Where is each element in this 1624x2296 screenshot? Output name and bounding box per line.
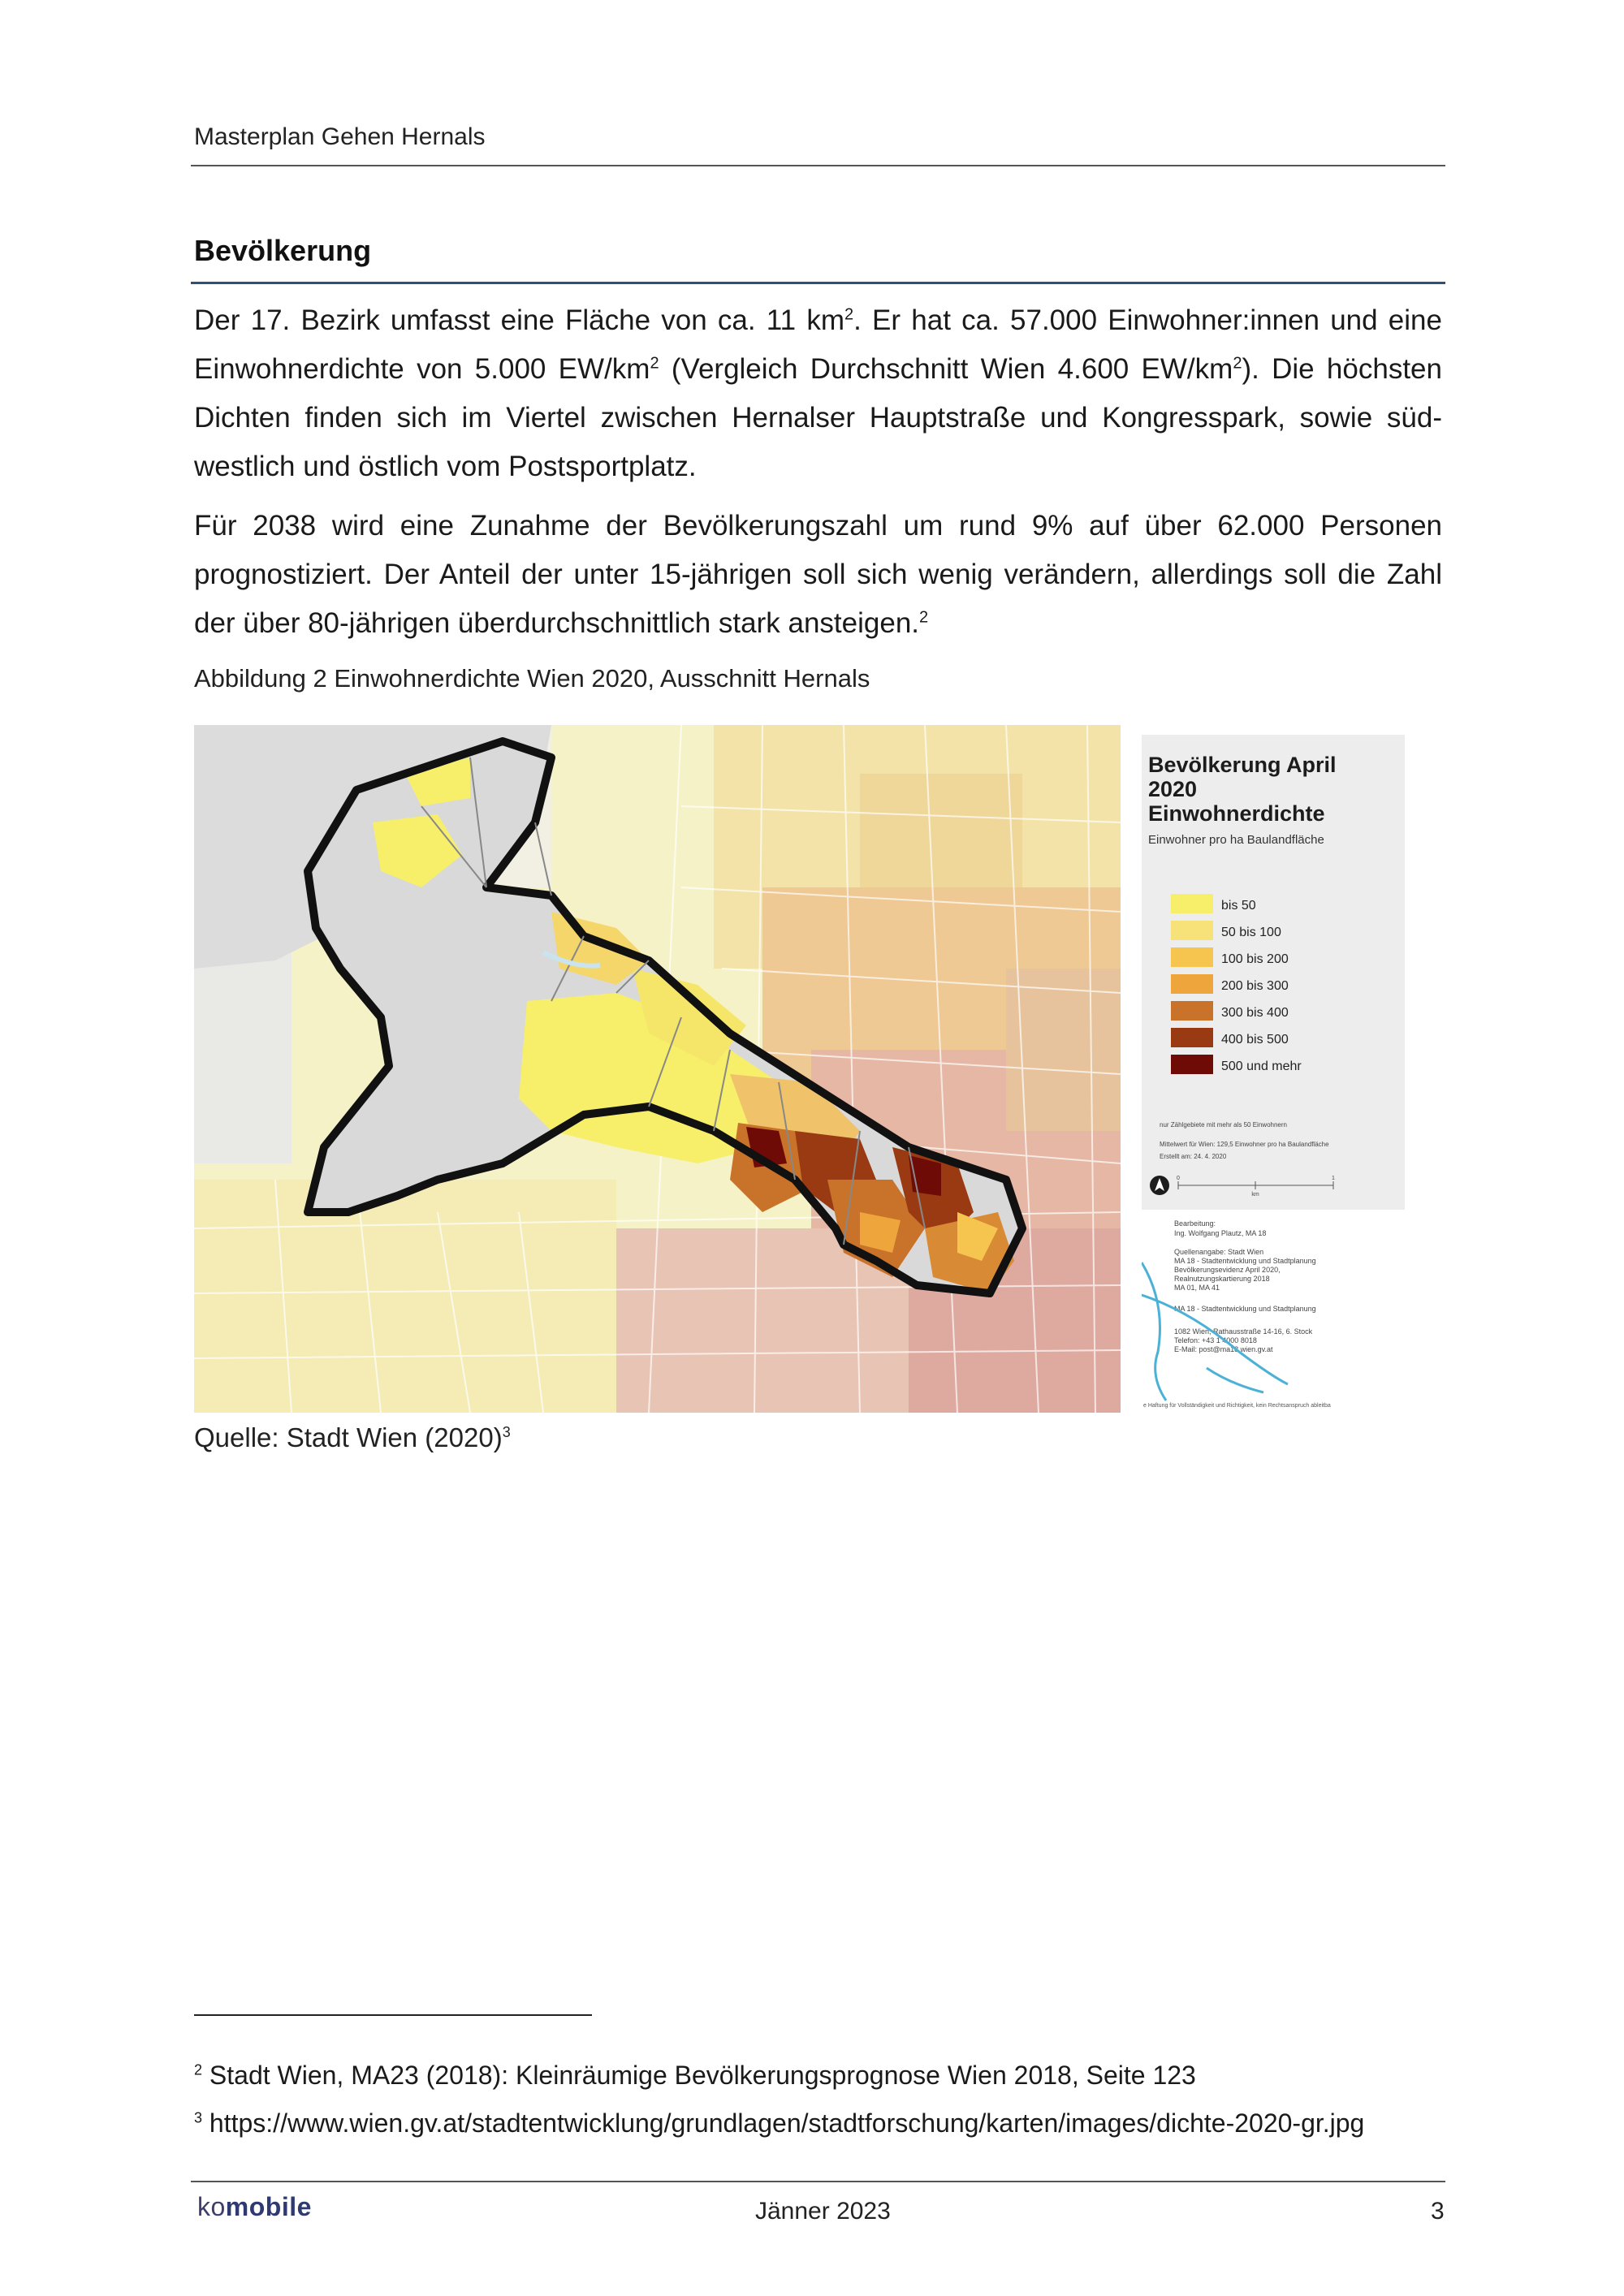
paragraph-text: ). Die höchsten Dichten finden sich im Viertel zwischen Hernalser Hauptstraße und Kongresspark, sowie süd-westlich und östlich vom Postsportplatz. bbox=[194, 353, 1442, 482]
legend-swatch-6 bbox=[1171, 1055, 1213, 1074]
logo-text: ko bbox=[197, 2192, 226, 2221]
paragraph-text: Für 2038 wird eine Zunahme der Bevölkerungszahl um rund 9% auf über 62.000 Personen prognostiziert. Der Anteil der unter 15-jährigen soll sich wenig verändern, allerdings soll die Zahl der über 80-jährigen überdurchschnittlich stark ansteigen. bbox=[194, 510, 1442, 639]
legend-swatch-2 bbox=[1171, 947, 1213, 967]
credit-line: E-Mail: post@ma18.wien.gv.at bbox=[1174, 1345, 1273, 1353]
legend-label-3: 200 bis 300 bbox=[1221, 979, 1289, 993]
credit-line: Quellenangabe: Stadt Wien bbox=[1174, 1248, 1264, 1256]
footnote-number: 2 bbox=[194, 2061, 203, 2078]
legend-swatch-0 bbox=[1171, 894, 1213, 913]
footnote-2 bbox=[194, 2061, 1196, 2091]
legend-subtitle: Einwohner pro ha Baulandfläche bbox=[1148, 833, 1324, 847]
footnote-number: 3 bbox=[194, 2109, 203, 2126]
map-legend-panel bbox=[1142, 735, 1405, 1413]
legend-title-line2: 2020 bbox=[1148, 777, 1198, 801]
page-number: 3 bbox=[1431, 2198, 1445, 2225]
legend-label-1: 50 bis 100 bbox=[1221, 926, 1281, 939]
legend-label-0: bis 50 bbox=[1221, 899, 1256, 913]
figure-caption: Abbildung 2 Einwohnerdichte Wien 2020, Ausschnitt Hernals bbox=[194, 664, 870, 693]
credit-line: MA 18 - Stadtentwicklung und Stadtplanung bbox=[1174, 1257, 1316, 1265]
paragraph-forecast bbox=[194, 502, 1442, 648]
footnote-reference[interactable]: 2 bbox=[919, 608, 929, 627]
legend-swatch-5 bbox=[1171, 1028, 1213, 1047]
credit-line: Telefon: +43 1 4000 8018 bbox=[1174, 1336, 1257, 1344]
credit-line: Ing. Wolfgang Plautz, MA 18 bbox=[1174, 1229, 1267, 1237]
legend-label-6: 500 und mehr bbox=[1221, 1060, 1302, 1073]
population-density-map bbox=[194, 725, 1121, 1413]
legend-disclaimer: e Haftung für Vollständigkeit und Richtigkeit, kein Rechtsanspruch ableitba bbox=[1143, 1403, 1331, 1409]
credit-line: Bearbeitung: bbox=[1174, 1219, 1216, 1228]
legend-swatch-4 bbox=[1171, 1001, 1213, 1021]
legend-label-4: 300 bis 400 bbox=[1221, 1006, 1289, 1020]
credit-line: MA 18 - Stadtentwicklung und Stadtplanung bbox=[1174, 1305, 1316, 1313]
superscript: 2 bbox=[650, 354, 659, 373]
legend-note: Erstellt am: 24. 4. 2020 bbox=[1160, 1153, 1227, 1160]
legend-note: nur Zählgebiete mit mehr als 50 Einwohnern bbox=[1160, 1121, 1287, 1129]
paragraph-text: Der 17. Bezirk umfasst eine Fläche von ca. 11 km bbox=[194, 304, 844, 336]
legend-label-2: 100 bis 200 bbox=[1221, 952, 1289, 966]
credit-line: MA 01, MA 41 bbox=[1174, 1284, 1220, 1292]
section-heading: Bevölkerung bbox=[194, 234, 372, 267]
scale-unit: km bbox=[1251, 1192, 1259, 1198]
credit-line: Realnutzungskartierung 2018 bbox=[1174, 1275, 1270, 1283]
scale-label: 1 bbox=[1332, 1176, 1335, 1181]
logo-text: mobile bbox=[225, 2192, 312, 2221]
footnote-reference[interactable]: 3 bbox=[502, 1424, 511, 1440]
header-divider bbox=[191, 165, 1445, 166]
komobile-logo bbox=[197, 2192, 312, 2222]
credit-line: Bevölkerungsevidenz April 2020, bbox=[1174, 1266, 1281, 1274]
legend-title-line3: Einwohnerdichte bbox=[1148, 801, 1325, 826]
footnote-3 bbox=[194, 2108, 1364, 2138]
legend-label-5: 400 bis 500 bbox=[1221, 1033, 1289, 1047]
scale-label: 0 bbox=[1177, 1176, 1180, 1181]
credit-line: 1082 Wien, Rathausstraße 14-16, 6. Stock bbox=[1174, 1327, 1313, 1336]
legend-note: Mittelwert für Wien: 129,5 Einwohner pro ha Baulandfläche bbox=[1160, 1141, 1329, 1148]
footnote-divider bbox=[194, 2014, 592, 2016]
footnote-link[interactable]: https://www.wien.gv.at/stadtentwicklung/grundlagen/stadtforschung/karten/images/dichte-2020-gr.jpg bbox=[209, 2108, 1365, 2138]
paragraph-text: (Vergleich Durchschnitt Wien 4.600 EW/km bbox=[659, 353, 1233, 385]
superscript: 2 bbox=[1233, 354, 1242, 373]
section-divider bbox=[191, 282, 1445, 284]
paragraph-population bbox=[194, 296, 1442, 491]
superscript: 2 bbox=[844, 305, 854, 324]
document-header-title: Masterplan Gehen Hernals bbox=[194, 123, 486, 150]
figure-source bbox=[194, 1422, 511, 1453]
footnote-text: Stadt Wien, MA23 (2018): Kleinräumige Bevölkerungsprognose Wien 2018, Seite 123 bbox=[209, 2061, 1196, 2090]
legend-swatch-1 bbox=[1171, 921, 1213, 940]
legend-swatch-3 bbox=[1171, 974, 1213, 994]
footer-divider bbox=[191, 2181, 1445, 2182]
paragraph-text: . Er hat ca. 57.000 Einwohner:innen und eine Einwohnerdichte von 5.000 EW/km bbox=[194, 304, 1442, 385]
footer-date: Jänner 2023 bbox=[755, 2198, 891, 2225]
legend-title-line1: Bevölkerung April bbox=[1148, 753, 1337, 777]
source-text: Quelle: Stadt Wien (2020) bbox=[194, 1422, 503, 1452]
